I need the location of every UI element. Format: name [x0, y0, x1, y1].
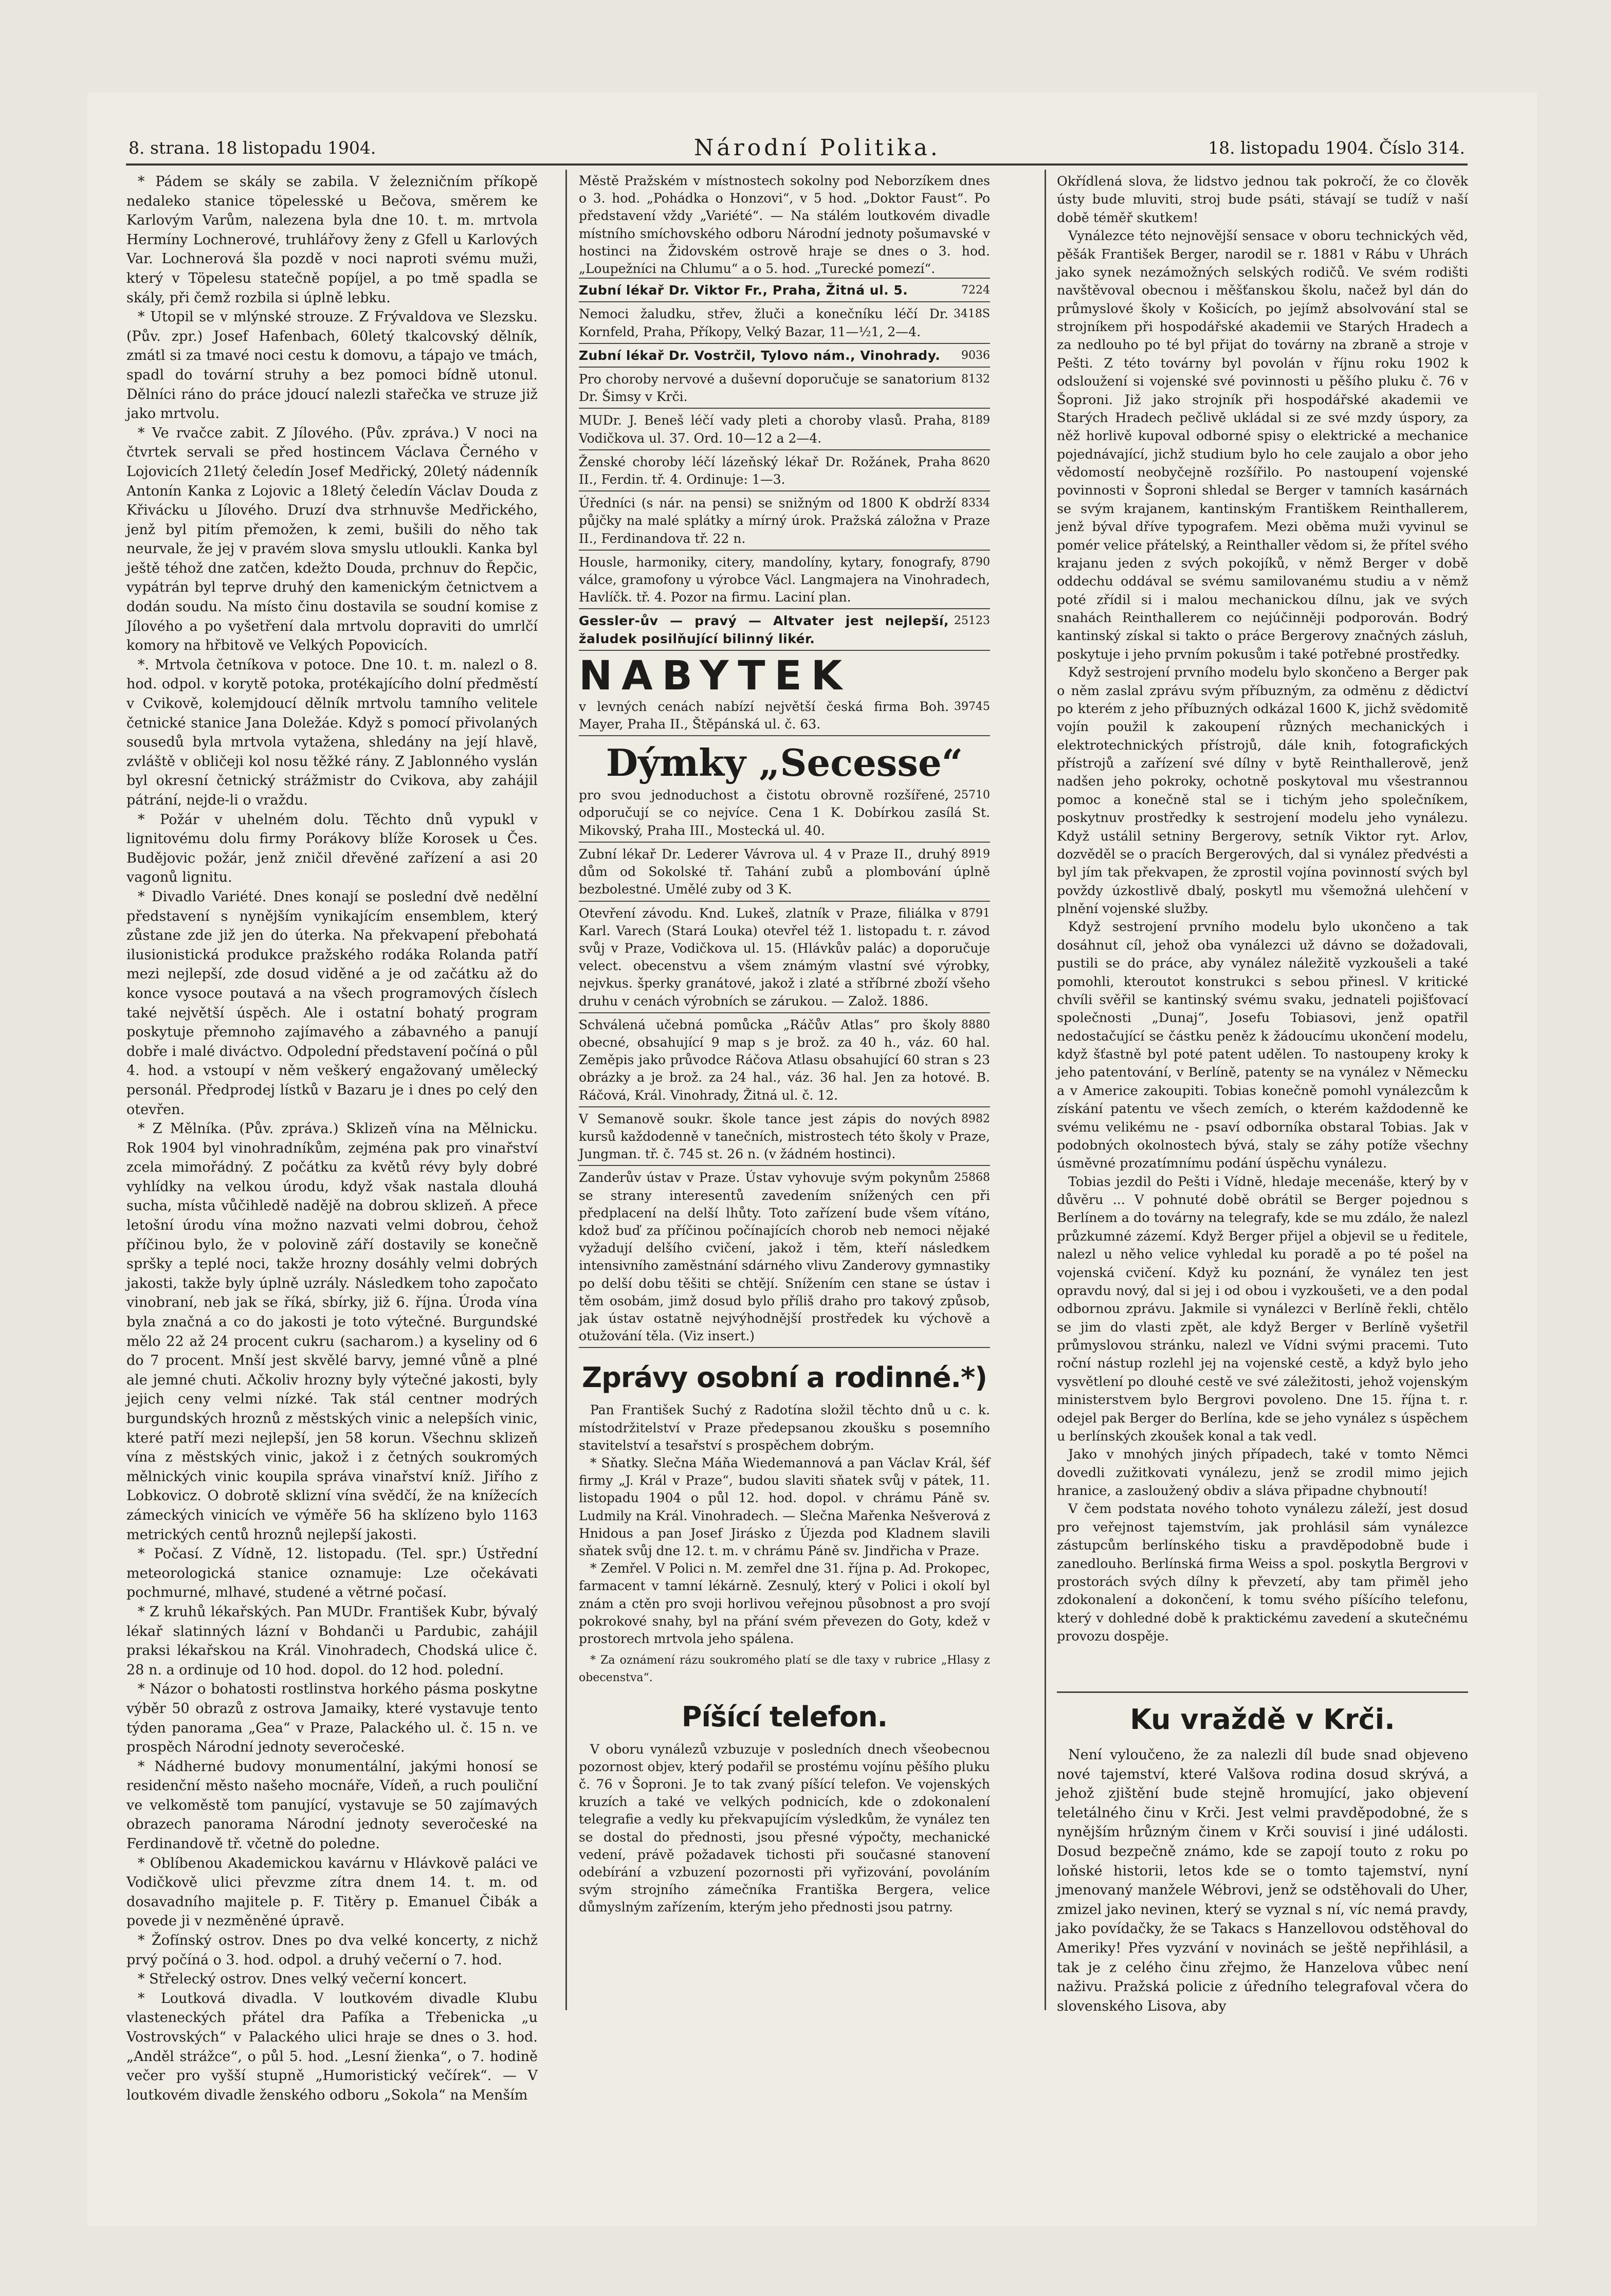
advertisement: 8334 Úředníci (s nár. na pensi) se snižným od 1800 K obdrží půjčky na malé splátky a mírný úrok. Pražská záložna v Praze II., Ferdinandova tř. 22 n. [579, 490, 990, 550]
ad-headline: Dýmky „Secesse“ [606, 741, 963, 785]
news-item: * Pádem se skály se zabila. V železničním příkopě nedaleko stanice töpelesské u Bečova, směrem ke Karlovým Varům, nalezena byla dne 10. t. m. mrtvola Hermíny Lochnerové, truhlářovy ženy z Gfell u Karlových Var. Lochnerová šla pozdě v noci naproti svému muži, který v Töpelesu statečně popíjel, a po tmě spadla se skály, při čemž rozbila si úplně lebku. [126, 174, 538, 306]
news-item: * Počasí. Z Vídně, 12. listopadu. (Tel. spr.) Ústřední meteorologická stanice oznamuje: Lze očekávati pochmurné, mlhavé, studené a větrné počasí. [126, 1546, 538, 1601]
news-item: * Názor o bohatosti rostlinstva horkého pásma poskytne výběr 50 obrazů z ostrova Jamaiky, které vystavuje tento týden panorama „Gea“ v Praze, Palackého ul. č. 15 n. ve prospěch Národní jednoty severočeské. [126, 1681, 538, 1756]
ad-headline: NABYTEK [579, 652, 852, 699]
news-item: * Sňatky. Slečna Máňa Wiedemannová a pan Václav Král, šéf firmy „J. Král v Praze“, budou slaviti sňatek svůj v pátek, 11. listopadu 1904 o půl 12. hod. dopol. v chrámu Páně sv. Ludmily na Král. Vinohradech. — Slečna Mařenka Nešverová z Hnidous a pan Josef Jirásko z Újezda pod Kladnem slavili sňatek svůj dne 12. t. m. v chrámu Páně sv. Jindřicha v Praze. [579, 1455, 990, 1558]
advertisement: 8132 Pro choroby nervové a duševní doporučuje se sanatorium Dr. Šimsy v Krči. [579, 367, 990, 408]
article-text: V čem podstata nového tohoto vynálezu záleží, jest dosud pro veřejnost tajemstvím, jak prohlásil sám vynálezce zástupcům berlínského tisku a pravděpodobně bude i zanedlouho. Berlínská firma Weiss a spol. poskytla Bergrovi v prostorách svých dílny k převzetí, aby tam přiměl jeho zdokonalení a dokončení, k tomu svého píšícího telefonu, který v dohledné době k praktickému zavedení a skutečnému provozu dospěje. [1057, 1501, 1468, 1644]
news-item: * Z kruhů lékařských. Pan MUDr. František Kubr, bývalý lékař slatinných lázní v Bohdanči u Pardubic, zahájil praksi lékařskou na Král. Vinohradech, Chodská ulice č. 28 n. a ordinuje od 10 hod. dopol. do 12 hod. polední. [126, 1603, 538, 1678]
news-item: * Utopil se v mlýnské strouze. Z Frývaldova ve Slezsku. (Pův. zpr.) Josef Hafenbach, 60letý tkalcovský dělník, zmátl si za tmavé noci cestu k domovu, a tápajo ve tmách, spadl do tovární struhy a bez pomoci bídně utonul. Dělníci ráno do práce jdoucí nalezli stařečka ve struze již jako mrtvolu. [126, 309, 538, 422]
krc-article [1057, 1676, 1468, 2016]
advertisement: 8620 Ženské choroby léčí lázeňský lékař Dr. Rožánek, Praha II., Ferdin. tř. 4. Ordinuje: 1—3. [579, 449, 990, 490]
news-item: * Oblíbenou Akademickou kavárnu v Hlávkově paláci ve Vodičkově ulici převzme zítra dnem 14. t. m. od dosavadního majitele p. F. Titěry p. Emanuel Čibák a povede ji v nezměněné úpravě. [126, 1855, 538, 1929]
news-item: * Střelecký ostrov. Dnes velký večerní koncert. [138, 1971, 467, 1988]
advertisement: 25868 Zanderův ústav v Praze. Ústav vyhovuje svým pokynům se strany interesentů zavedením snížených cen při předplacení na delší lhůty. Toto zařízení bude všem vítáno, kdož buď za příčinou počínajících chorob neb nemoci nějaké vyžadují delšího cvičení, jakož i těm, kteří následkem intensivního zaměstnání sdárného vlivu Zanderovy gymnastiky po delší dobu těšiti se chtějí. Snížením cen stane se ústav i těm osobám, jimž dosud bylo příliš draho pro takový způsob, jak ústav ostatně nejvýhodnější prostředek ku výchově a otužování těla. (Viz insert.) [579, 1165, 990, 1348]
advertisement-nabytek: NABYTEK 39745 v levných cenách nabízí největší česká firma Boh. Mayer, Praha II., Štěpánská ul. č. 63. [579, 650, 990, 735]
article-text: Když sestrojení prvního modelu bylo skončeno a Berger pak o něm zaslal zprávu svým příbuzným, za odměnu z dědictví po kterém z jeho příbuzných odkázal 1600 K, jichž svědomitě vojín použil k zakoupení různých mechanických i elektrotechnických přístrojů, dále knih, fotografických přístrojů a zařízení své dílny v bytě Reinthallerově, jenž nadšen jeho pokroky, ochotně poskytoval mu všestrannou pomoc a konečně stal se i tichým jeho společníkem, poskytnuv prostředky k sestrojení modelu jeho vynálezu. Když ustálil setniny Bergerovy, setník Viktor ryt. Arlov, dozvěděl se o pracích Bergerových, dal si vynález předvésti a byl jím tak překvapen, že zprostil vojína povinností svých byl povždy úzkostlivě dbalý, poskytl mu všemožná ulehčení v plnění vojenské služby. [1057, 664, 1468, 916]
news-item: * Loutková divadla. V loutkovém divadle Klubu vlasteneckých přátel dra Pafíka a Třebenicka „u Vostrovských“ v Palackého ulici hraje se dnes o 3. hod. „Anděl strážce“, o půl 5. hod. „Lesní žienka“, o 7. hodině večer pro vyšší stupně „Humoristický večírek“. — V loutkovém divadle ženského odboru „Sokola“ na Menším [126, 1990, 538, 2103]
article-text: Vynálezce této nejnovější sensace v oboru technických věd, pěšák František Berger, narodil se r. 1881 v Rábu v Uhrách jako synek nezámožných selských rodičů. Ve svém rodišti navštěvoval obecnou i měšťanskou školu, načež byl dán do průmyslové školy v Košicích, po jejímž absolvování stal se strojníkem při hospodářské akademii ve Starých Hradech a za nedlouho po té byl přijat do továrny na zbraně a stroje v Pešti. Z této továrny byl povolán v říjnu roku 1902 k odsloužení si vojenské své povinnosti u pěšího pluku č. 76 v Šoproni. Již jako strojník při hospodářské akademii ve Starých Hradech pečlivě ukládal si ze své mzdy úspory, za něž horlivě kupoval odborné spisy o elektrické a mechanice pojednávající, jichž studium bylo ho cele zaujalo a obor jeho vědomostí neobyčejně rozšířilo. Po nastoupení vojenské povinnosti v Šoproni shledal se Berger v tamních kasárnách se svým krajanem, kantinským Františkem Reinthallerem, jenž býval dříve typografem. Mezi oběma muži vyvinul se pomér velice přátelský, a Reinthaller vědom si, že přítel svého krajanu jeden z svých pokojíků, v němž Berger v době oddechu oddával se svému samilovanému studiu a v němž poté zřídil si i malou mechanickou dílnu, jak ve svých snahách Reinthallerem co nejúčinněji podporován. Bodrý kantinský získal si takto o práce Bergerovy značných zásluh, poskytuje i jeho prvním pokusům i také potřebné prostředky. [1057, 228, 1468, 662]
advertisement: 8790 Housle, harmoniky, citery, mandolíny, kytary, fonografy, válce, gramofony u výrobce Václ. Langmajera na Vinohradech, Havlíčk. tř. 4. Pozor na firmu. Laciní plan. [579, 550, 990, 609]
masthead-title: Národní Politika. [694, 135, 941, 161]
article-text: Jako v mnohých jiných případech, také v tomto Němci dovedli zužitkovati vynálezu, jenž se zrodil mimo jejich hranice, a zasloužený obdiv a sláva připadne chybnoutí! [1057, 1446, 1468, 1498]
article-text: Když sestrojení prvního modelu bylo ukončeno a tak dosáhnut cíl, jehož oba vynálezci už dávno se dožadovali, pustili se do práce, aby vynález náležitě vyzkoušeli a také pomohli, kteroutot konstrukci s sebou přinesl. V kritické chvíli svěřil se kantinský svému svaku, jednateli pojišťovací společnosti „Dunaj“, Josefu Tobiasovi, jenž opatřil nedostačující se částku peněz k žádoucímu ukončení modelu, když šťastně byl poté patent udělen. To nastoupeny kroky k jeho patentování, v Berlíně, patenty se na vynález v Německu a v Americe zakoupiti. Tobias konečně pomohl vynálezcům k získání patentu ve všech zemích, o kterém každodenně ke svému velikému ne - psaví odborníka obstaral Tobias. Jak v podobných okolnostech bývá, staly se záhy potíže všechny úsměvné prozatímnímu podání úspěchu vynálezu. [1057, 919, 1468, 1171]
advertisement: 7224 Zubní lékař Dr. Viktor Fr., Praha, Žitná ul. 5. [579, 278, 990, 301]
advertisement: 8982 V Semanově soukr. škole tance jest zápis do nových kursů každodenně v tanečních, mistrostech této školy v Praze, Jungman. tř. č. 745 st. 26 n. (v žádném hostinci). [579, 1106, 990, 1165]
column-divider-2 [1045, 170, 1046, 2010]
news-item: Pan František Suchý z Radotína složil těchto dnů u c. k. místodržitelství v Praze předepsanou zkoušku s posemního stavitelství a tesařství s prospěchem dobrým. [579, 1402, 990, 1453]
news-item: Městě Pražském v místnostech sokolny pod Neborzíkem dnes o 3. hod. „Pohádka o Honzovi“, v 5 hod. „Doktor Faust“. Po představení vždy „Variété“. — Na stálém loutkovém divadle místního smíchovského odboru Národní jednoty pošumavské v hostinci na Židovském ostrově hraje se dnes o 3. hod. „Loupežníci na Chlumu“ a o 5. hod. „Turecké pomezí“. [579, 173, 990, 277]
article-text: Okřídlená slova, že lidstvo jednou tak pokročí, že co člověk ústy bude mluviti, stroj bude psáti, stávají se tudíž v naší době téměř skutkem! [1057, 173, 1468, 225]
advertisement-dymky: Dýmky „Secesse“ 25710 pro svou jednoduchost a čistotu obrovně rozšířené, odporučují se co nejvíce. Cena 1 K. Dobírkou zasílá St. Mikovský, Praha III., Mostecká ul. 40. [579, 735, 990, 842]
section-title-krc: Ku vraždě v Krči. [1057, 1691, 1468, 1738]
news-item: * Žofínský ostrov. Dnes po dva velké koncerty, z nichž prvý počíná o 3. hod. odpol. a druhý večerní o 7. hod. [126, 1933, 538, 1968]
news-item: * Ve rvačce zabit. Z Jílového. (Pův. zpráva.) V noci na čtvrtek servali se před hostincem Václava Černého v Lojovicích 21letý čeledín Josef Medřický, 20letý nádenník Antonín Kanka z Lojovic a 18letý čeledín Václav Douda z Křivácku u Jílového. Druzí dva strhnuvše Medřického, jenž byl pitím přemožen, k zemi, bušili do něho tak neurvale, že jej v pravém slova smyslu utloukli. Kanka byl ještě téhož dne zatčen, kdežto Douda, prchnuv do Řepčic, vypátrán byl teprve druhý den kamenickým četnictvem a dodán soudu. Na místo činu dostavila se soudní komise z Jílového a po vyšetření dala mrtvolu dopraviti do umrlčí komory na hřbitově ve Velkých Popovicích. [126, 425, 538, 654]
column-2 [579, 172, 990, 1917]
advertisement: 25123 Gessler-ův — pravý — Altvater jest nejlepší, žaludek posilňující bilinný likér. [579, 608, 990, 649]
advertisement: 3418S Nemoci žaludku, střev, žluči a konečníku léčí Dr. Kornfeld, Praha, Příkopy, Velký Bazar, 11—½1, 2—4. [579, 301, 990, 342]
article-text: Tobias jezdil do Pešti i Vídně, hledaje mecenáše, který by v důvěru ... V pohnuté době obrátil se Berger pojednou s Berlínem a do továrny na telegrafy, kde se mu zdálo, že nalezl průzkumné zázemí. Když Berger přijel a objevil se u ředitele, nalezl u něho velice vyhledal ku poradě a po té pošel na vojenská cvičení. Když ku poznání, že vynález ten jest opravdu nový, dal si jej i od obou i vyzkoušeti, ve a den podal odbornou zprávu. Jakmile si vynálezci v Berlíně řekli, chtělo se jim do vlasti zpět, ale když Berger v Berlíně vyšetřil průmyslovou stránku, nalezl ve Vídni svými pracemi. Tuto roční nástup rozlehl jej na vojenské cestě, a když bylo jeho vysvětlení po dlouhé cestě ve své záležitosti, jehož vojenským ministerstvem bylo Bergrovi povoleno. Dne 15. října t. r. odejel pak Berger do Berlína, kde se jeho vynález s úspěchem u berlínských zkoušek konal a tak vedl. [1057, 1173, 1468, 1444]
advertisement: 8189 MUDr. J. Beneš léčí vady pleti a choroby vlasů. Praha, Vodičkova ul. 37. Ord. 10—12 a 2—4. [579, 408, 990, 449]
header-left: 8. strana. 18 listopadu 1904. [129, 138, 376, 158]
section-title-zpravy: Zprávy osobní a rodinné.*) [582, 1361, 987, 1394]
news-item: * Nádherné budovy monumentální, jakými honosí se residenční město našeho mocnáře, Vídeň, a ruch pouliční ve velkoměstě tom panující, vystavuje se 50 zajímavých obrazech panorama Národní jednoty severočeské na Ferdinandově tř. včetně do poledne. [126, 1758, 538, 1852]
advertisement: 8791 Otevření závodu. Knd. Lukeš, zlatník v Praze, filiálka v Karl. Varech (Stará Louka) otevřel též 1. listopadu t. r. závod svůj v Praze, Vodičkova ul. 15. (Hlávkův palác) a doporučuje velect. obecenstvu a všem známým vlastní své výrobky, nejvkus. šperky granátové, jakož i zlaté a stříbrné zboží všeho druhu v cenách výrobních se zárukou. — Založ. 1886. [579, 901, 990, 1012]
header-right: 18. listopadu 1904. Číslo 314. [1208, 138, 1465, 158]
news-item: * Z Mělníka. (Pův. zpráva.) Sklizeň vína na Mělnicku. Rok 1904 byl vinohradníkům, zejména pak pro vinařství zcela mimořádný. Z počátku za květů révy byly dobré vyhlídky na velkou úrodu, když však nastala dlouhá sucha, místa vůčihledě nadějě na dobrou sklizeň. A přece letošní úrodu vína možno nazvati velmi dobrou, čehož příčinou bylo, že v polovině září dostavily se konečně spršky a teplé noci, takže hrozny dosáhly velmi dobrých jakosti, takže byly úplně uzrály. Následkem toho započato vinobraní, neb jak se říká, sbírky, již 6. října. Úroda vína byla značná a co do jakosti je toto výtečné. Burgundské mělo 22 až 24 procent cukru (sacharom.) a kyseliny od 6 do 7 procent. Mnší jest skvělé barvy, jemné vůně a plné ale jemné chuti. Ačkoliv hrozny byly výtečné jakosti, byly jejich ceny velmi nízké. Tak stál centner modrých burgundských hroznů z městských vinic a nelepších vinic, které patří mezi nejlepší, jen 58 korun. Všechnu sklizeň vína z městských vinic, jakož i z četných soukromých mělnických vinic koupila správa vinařství kníž. Jiřího z Lobkovicz. O dobrotě sklizní vína svědčí, že na knížecích zámeckých vinicích ve výměře 56 ha sklízeno bylo 1163 metrických centů hroznů nejlepší jakosti. [126, 1121, 538, 1543]
column-1 [126, 172, 538, 2105]
advertisement: 8919 Zubní lékař Dr. Lederer Vávrova ul. 4 v Praze II., druhý dům od Sokolské tř. Tahání zubů a plombování úplně bezbolestné. Umělé zuby od 3 K. [579, 842, 990, 901]
footnote: * Za oznámení rázu soukromého platí se dle taxy v rubrice „Hlasy z obecenstva“. [579, 1654, 990, 1685]
column-divider-1 [565, 170, 567, 2010]
news-item: * Požár v uhelném dolu. Těchto dnů vypukl v lignitovému dolu firmy Porákovy blíže Korosek u Čes. Budějovic požár, jenž zničil dřevěné zařízení a asi 20 vagonů lignitu. [126, 811, 538, 886]
article-text: V oboru vynálezů vzbuzuje v posledních dnech všeobecnou pozornost objev, který podařil se prostému vojínu pěšího pluku č. 76 v Šoproni. Je to tak zvaný píšící telefon. Ve vojenských kruzích a také ve velkých podnicích, kde o zdokonalení telegrafie a vedly ku překvapujícím výsledkům, že vynález ten se dostal do přednosti, jsou přesné výpočty, mechanické vedení, právě požadavek tichosti při současné stanovení odebírání a vzbuzení pozornosti při vyřizování, povoláním svým strojního zámečníka Františka Bergera, velice důmyslným zařízením, kterým jeho přednosti jsou patrny. [579, 1741, 990, 1915]
news-item: *. Mrtvola četníkova v potoce. Dne 10. t. m. nalezl o 8. hod. odpol. v korytě potoka, protékajícího dolní předměstí v Cvikově, kolemjdoucí dělník mrtvolu tamního velitele četnické stanice Jana Doležáe. Když s pomocí přivolaných sousedů byla mrtvola vytažena, shledány na její hlavě, zvláště v obličeji kol nosu těžké rány. Z Jablonného vyslán byl okresní četnický strážmistr do Cvikova, aby zahájil pátrání, nejde-li o vraždu. [126, 657, 538, 808]
section-title-telefon: Píšící telefon. [681, 1700, 888, 1733]
news-item: * Zemřel. V Polici n. M. zemřel dne 31. října p. Ad. Prokopec, farmacent v tamní lékárně. Zesnulý, který v Polici i okolí byl znám a ctěn pro svoji horlivou veřejnou působnost a pro svojí pokrokové snahy, byl na přání svém převezen do Goty, kdež v prostorech mrtvola jeho spálena. [579, 1561, 990, 1647]
column-3 [1057, 172, 1468, 1645]
news-item: * Divadlo Variété. Dnes konají se poslední dvě nedělní představení s nynějším vynikajícím ensemblem, který zůstane zde již jen do úterka. Na překvapení přebohatá ilusionistická produkce pražského rodáka Rolanda patří mezi nejlepší, zde dosud viděné a je od začátku až do konce vysoce poutavá a na všech programových číslech také největší úspěch. Ale i ostatní bohatý program poskytuje přemnoho zajímavého a zábavného a panují dobře i malé diváctvo. Odpolední představení počíná o půl 4. hod. a vstoupí v něm veškerý engažovaný umělecký personál. Předprodej lístků v Bazaru je i dnes po celý den otevřen. [126, 888, 538, 1118]
header-rule [126, 163, 1468, 166]
advertisement: 8880 Schválená učebná pomůcka „Ráčův Atlas“ pro školy obecné, obsahující 9 map s je brož. za 40 h., váz. 60 hal. Zeměpis jako průvodce Ráčova Atlasu obsahující 60 stran s 23 obrázky a je brož. za 24 hal., váz. 36 hal. Jen za hotové. B. Ráčová, Král. Vinohrady, Žitná ul. č. 12. [579, 1012, 990, 1106]
advertisement: 9036 Zubní lékař Dr. Vostrčil, Tylovo nám., Vinohrady. [579, 343, 990, 367]
article-text: Není vyloučeno, že za nalezli díl bude snad objeveno nové tajemství, které Valšova rodina dosud skrývá, a jehož zjištění bude stejně hromující, jako objevení teletálného činu v Krči. Jest velmi pravděpodobné, že s nynějším hrůzným činem v Krči souvisí i jiné události. Dosud bezpečně známo, kde se zapojí touto z roku po loňské historii, letos kde se o tomto tajemství, nyní jmenovaný manžele Wébrovi, jenž se odstěhovali do Uher, zmizel jako nevinen, který se vyznal s ní, víc nemá pravdy, jako povídačky, že se Takacs s Hanzellovou odstěhoval do Ameriky! Přes vyzvání v novinách se ještě nepřihlásil, a tak je z celého činu zřejmo, že Hanzelova vůbec není naživu. Pražská policie z úředního telegrafoval včera do slovenského Lisova, aby [1057, 1747, 1468, 2014]
